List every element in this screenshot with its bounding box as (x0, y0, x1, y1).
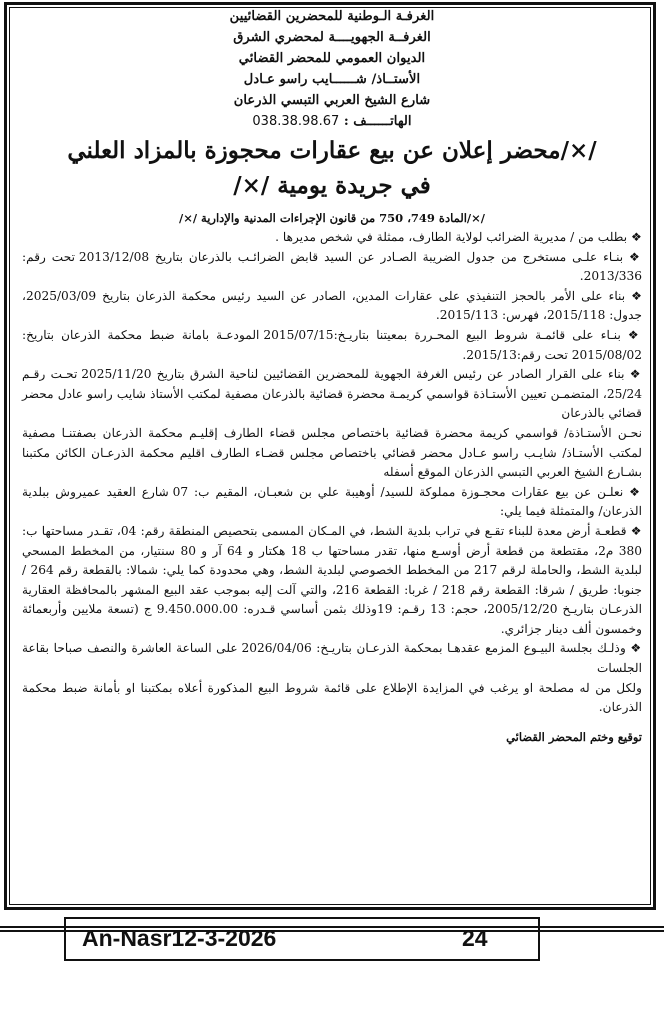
paragraph-announcement: ❖ نعلـن عن بيع عقارات محجـوزة مملوكة للسيد/ أوهيبة علي بن شعبـان، المقيم ب: 07 شارع العقيد عميروش ببلدية الذرعان/ والمتمثلة فيما يلي: (22, 484, 642, 519)
header-line-bailiff: الأستــاذ/ شــــــايب راسو عـادل (243, 72, 421, 87)
paragraph-consultation: ولكل من له مصلحة او يرغب في المزايدة الإطلاع على قائمة شروط البيع المذكورة أعلاه بمكتبنا او بأمانة ضبط محكمة الذرعان. (22, 680, 642, 715)
header-line-office: الديوان العمومي للمحضر القضائي (238, 51, 426, 66)
header-phone (22, 111, 642, 132)
paragraph-requester: ❖ بطلب من / مديرية الضرائب لولاية الطارف، ممثلة في شخص مديرها . (275, 230, 642, 244)
publication-name: An-Nasr12-3-2026 (82, 925, 277, 951)
notice-title: /×/محضر إعلان عن بيع عقارات محجوزة بالمزاد العلني (67, 137, 597, 164)
paragraph-liquidator: نحـن الأستـاذة/ قواسمي كريمة محضرة قضائية باختصاص مجلس قضاء الطارف إقليـم محكمة الذرعان بصفتنـا مصفية لمكتب الأستـاذ/ شايـب راسو عـادل محضر قضائي باختصاص مجلس قضـاء الطارف اقليم محكمة الذرعـان الكائن مكتبنا بشـارع الشيخ العربي التبسي الذرعان الموقع أسفله (22, 425, 642, 480)
paragraph-appointment: ❖ بناء على القرار الصادر عن رئيس الغرفة الجهوية للمحضرين القضائيين لناحية الشرق بتاريخ 2025/11/20 تحـت رقـم 25/24، المتضمـن تعيين الأستـاذة قواسمي كريمـة محضرة قضائية بالذرعان مصفية لمكتب الأستاذ شايب راسو عادل محضر قضائي بالذرعان (22, 367, 642, 421)
paragraph-sale-conditions: ❖ بنـاء على قائمـة شروط البيع المحـررة بمعيتنا بتاريـخ:2015/07/15 المودعـة بامانة ضبط محكمة الذرعان بتاريخ: 2015/08/02 تحت رقم:2015/13. (22, 327, 642, 362)
phone-label: الهاتــــــف : (343, 114, 412, 129)
paragraph-tax-extract: ❖ بنـاء علـى مستخرج من جدول الضريبة الصـادر عن السيد قابض الضرائـب بالذرعان بتاريخ 2013/12/08 تحت رقم: 2013/336. (22, 249, 642, 284)
paragraph-auction-date: ❖ وذلـك بجلسة البيـوع المزمع عقدهـا بمحكمة الذرعـان بتاريـخ: 2026/04/06 على الساعة العاشرة والنصف صباحا بقاعة الجلسات (22, 641, 642, 676)
page-number: 24 (462, 925, 488, 951)
header-line-chamber: الغرفـة الـوطنية للمحضرين القضائيين (229, 9, 435, 24)
signature-line: توقيع وختم المحضر القضائي (506, 729, 642, 744)
phone-number: 038.38.98.67 (252, 114, 340, 129)
notice-content (22, 6, 642, 744)
paragraph-property: ❖ قطعـة أرض معدة للبناء تقـع في تراب بلدية الشط، في المـكان المسمى بتحصيص المنطقة رقم: 04، تقـدر مساحتها ب: 380 م2، مقتطعة من قطعة أرض أوسـع منها، تقدر مساحتها ب 18 هكتار و 64 آر و 80 سنتيار، من المخطط المسحي لبلدية الشط، والحاملة لرقم 217 من المخطط الخصوصي لبلدية الشط، وهي محدودة كما يلي: شمالا: بالقطعة رقم 264 / جنوبا: طريق / شرقا: القطعة رقم 218 / غربا: القطعة 216، والتي آلت إليه بموجب عقد البيع المشهر بالمحافظة العقارية الذرعـان بتاريـخ 2005/12/20، حجم: 13 رقـم: 19وذلك بثمن أساسي قـدره: 9.450.000.00 ج (تسعة ملايين وأربعمائة وخمسون ألف دينار جزائري. (22, 523, 643, 636)
notice-title-sub: في جريدة يومية /×/ (233, 172, 431, 199)
legal-reference: /×/المادة 749، 750 من قانون الإجراءات المدنية والإدارية /×/ (179, 211, 485, 225)
paragraph-seizure-order: ❖ بناء على الأمر بالحجز التنفيذي على عقارات المدين، الصادر عن السيد رئيس محكمة الذرعان بتاريخ 2025/03/09، جدول: 2015/118، فهرس: 2015/113. (22, 288, 642, 323)
header-line-regional: الغرفــة الجهويــــة لمحضري الشرق (233, 30, 431, 45)
header-line-address: شارع الشيخ العربي التبسي الذرعان (233, 93, 431, 108)
